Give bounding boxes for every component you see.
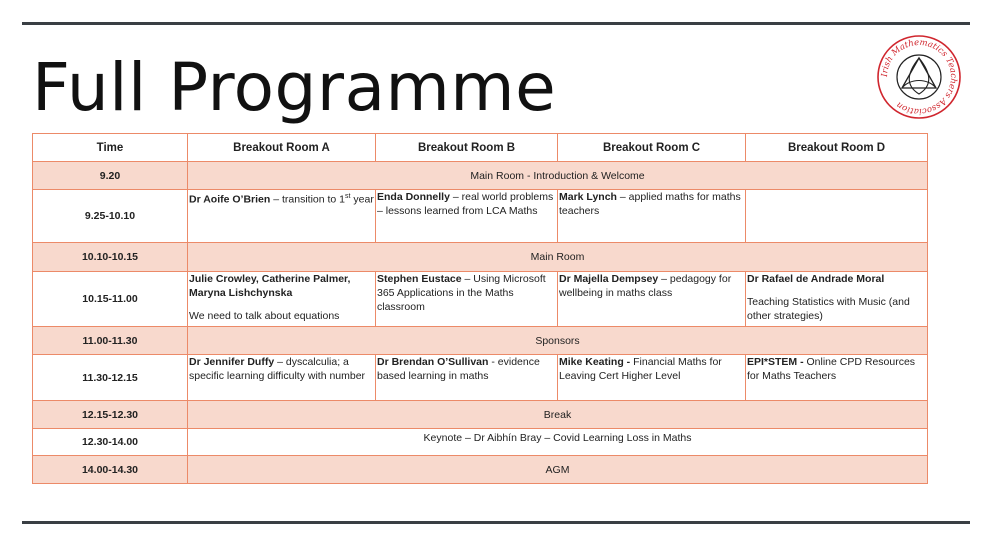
speaker-name: Dr Majella Dempsey bbox=[559, 273, 659, 285]
header-room-c: Breakout Room C bbox=[558, 134, 746, 162]
speaker-name: Dr Jennifer Duffy bbox=[189, 356, 275, 368]
session-desc: – applied maths for maths teachers bbox=[559, 191, 741, 217]
keynote-cell: Keynote – Dr Aibhín Bray – Covid Learning Loss in Maths bbox=[188, 429, 928, 456]
table-row bbox=[33, 272, 928, 327]
time-cell: 11.00-11.30 bbox=[33, 327, 188, 355]
speaker-name: Enda Donnelly bbox=[377, 191, 450, 203]
plenary-cell: Main Room - Introduction & Welcome bbox=[188, 162, 928, 190]
time-cell: 11.30-12.15 bbox=[33, 355, 188, 401]
table-row bbox=[33, 327, 928, 355]
time-cell: 12.15-12.30 bbox=[33, 401, 188, 429]
session-room-b bbox=[376, 272, 558, 327]
session-desc: Financial Maths for Leaving Cert Higher Level bbox=[559, 356, 722, 382]
table-row bbox=[33, 162, 928, 190]
session-desc: – dyscalculia; a specific learning difficulty with number bbox=[189, 356, 366, 382]
time-cell: 12.30-14.00 bbox=[33, 429, 188, 456]
table-row bbox=[33, 190, 928, 243]
speaker-name: Julie Crowley, Catherine Palmer, Maryna Lishchynska bbox=[189, 273, 351, 299]
session-room-a bbox=[188, 355, 376, 401]
speaker-name: EPI*STEM - bbox=[747, 356, 804, 368]
session-desc: Online CPD Resources for Maths Teachers bbox=[747, 356, 916, 382]
table-row bbox=[33, 401, 928, 429]
ordinal-suffix: st bbox=[345, 193, 351, 200]
speaker-name: Dr Brendan O’Sullivan bbox=[377, 356, 489, 368]
session-room-d bbox=[746, 355, 928, 401]
session-room-d bbox=[746, 272, 928, 327]
session-room-a bbox=[188, 190, 376, 243]
session-room-c bbox=[558, 355, 746, 401]
programme-table bbox=[32, 133, 928, 484]
speaker-name: Mark Lynch bbox=[559, 191, 617, 203]
speaker-name: Stephen Eustace bbox=[377, 273, 462, 285]
table-row bbox=[33, 355, 928, 401]
header-row bbox=[33, 134, 928, 162]
session-desc: – pedagogy for wellbeing in maths class bbox=[559, 273, 732, 299]
session-desc: – real world problems – lessons learned from LCA Maths bbox=[377, 191, 554, 217]
header-time: Time bbox=[33, 134, 188, 162]
session-desc: - evidence based learning in maths bbox=[377, 356, 540, 382]
session-desc: Teaching Statistics with Music (and other strategies) bbox=[747, 296, 910, 322]
session-desc: We need to talk about equations bbox=[189, 310, 340, 322]
session-desc-cont: year bbox=[350, 193, 374, 206]
plenary-cell: Sponsors bbox=[188, 327, 928, 355]
time-cell: 14.00-14.30 bbox=[33, 456, 188, 484]
session-desc: – Using Microsoft 365 Applications in the Maths classroom bbox=[377, 273, 546, 313]
time-cell: 9.25-10.10 bbox=[33, 190, 188, 243]
plenary-cell: Main Room bbox=[188, 243, 928, 272]
bottom-rule bbox=[22, 521, 970, 524]
table-row bbox=[33, 456, 928, 484]
table-row bbox=[33, 243, 928, 272]
time-cell: 9.20 bbox=[33, 162, 188, 190]
page-title: Full Programme bbox=[32, 49, 557, 126]
logo-text: Irish Mathematics Teachers Association bbox=[879, 37, 959, 117]
plenary-cell: Break bbox=[188, 401, 928, 429]
top-rule bbox=[22, 22, 970, 25]
session-room-d bbox=[746, 190, 928, 243]
header-room-b: Breakout Room B bbox=[376, 134, 558, 162]
time-cell: 10.15-11.00 bbox=[33, 272, 188, 327]
plenary-cell: AGM bbox=[188, 456, 928, 484]
imta-logo bbox=[876, 34, 962, 120]
header-room-a: Breakout Room A bbox=[188, 134, 376, 162]
time-cell: 10.10-10.15 bbox=[33, 243, 188, 272]
session-room-b bbox=[376, 355, 558, 401]
speaker-name: Dr Aoife O’Brien bbox=[189, 193, 271, 206]
session-room-a bbox=[188, 272, 376, 327]
session-desc: – transition to 1 bbox=[270, 193, 346, 206]
session-room-b bbox=[376, 190, 558, 243]
speaker-name: Dr Rafael de Andrade Moral bbox=[747, 273, 885, 285]
session-room-c bbox=[558, 272, 746, 327]
session-room-c bbox=[558, 190, 746, 243]
header-room-d: Breakout Room D bbox=[746, 134, 928, 162]
table-row bbox=[33, 429, 928, 456]
speaker-name: Mike Keating - bbox=[559, 356, 631, 368]
